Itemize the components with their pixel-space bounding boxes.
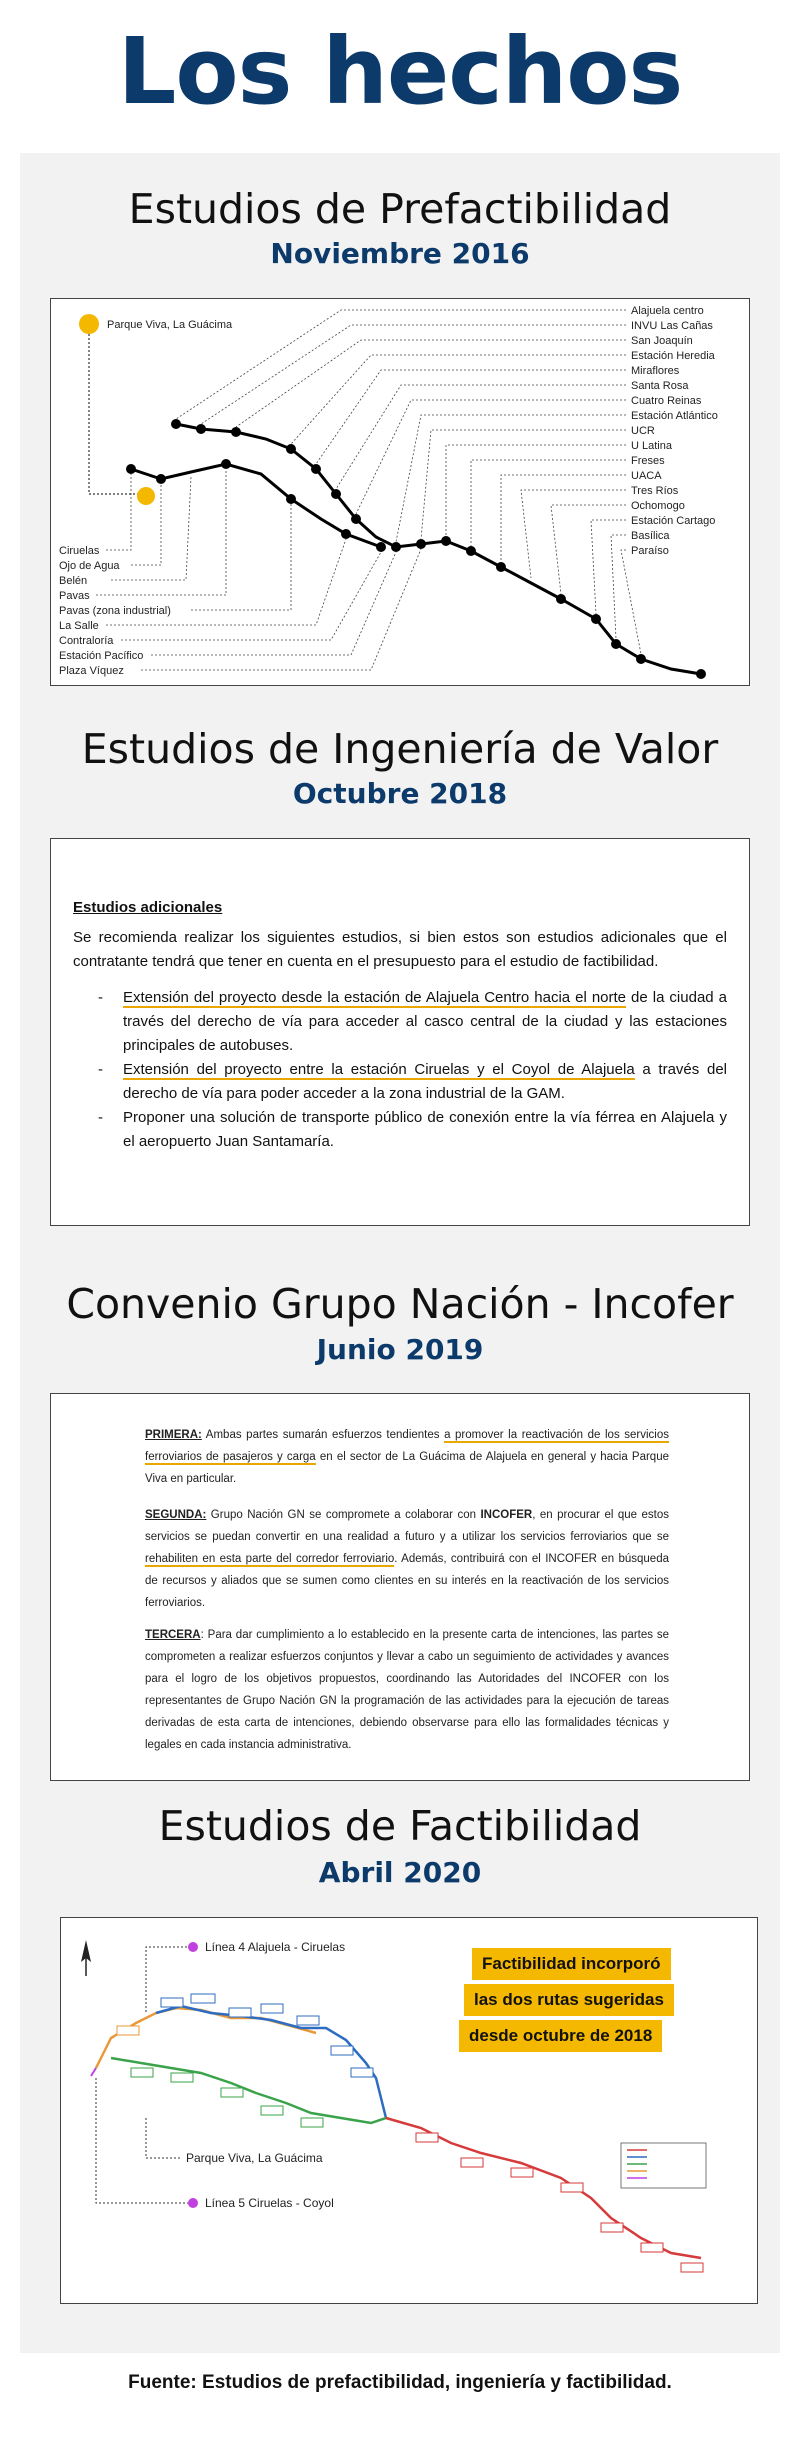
station-label: Estación Cartago	[631, 515, 716, 527]
station-label: Basílica	[631, 530, 670, 542]
convenio-title: Convenio Grupo Nación - Incofer	[66, 1280, 734, 1328]
station-label: Alajuela centro	[631, 305, 704, 317]
origin-marker	[79, 314, 99, 334]
station-label: Contraloría	[59, 635, 114, 647]
ingval-document	[50, 838, 750, 1226]
page-title: Los hechos	[117, 18, 683, 125]
fact-badge-line-2: las dos rutas sugeridas	[464, 1984, 674, 2016]
station-label: Estación Heredia	[631, 350, 715, 362]
convenio-document	[50, 1393, 750, 1781]
highlight: a promover la reactivación de los servicios ferroviarios de pasajeros y carga	[145, 1429, 669, 1463]
station-label: Plaza Víquez	[59, 665, 124, 677]
station-label: Ojo de Agua	[59, 560, 120, 572]
left-station-labels	[59, 545, 171, 677]
clause-segunda: SEGUNDA: Grupo Nación GN se compromete a colaborar con INCOFER, en procurar el que estos servicios se puedan convertir en una realidad a futuro y a utilizar los servicios ferroviarios que se rehabiliten en esta parte del corredor ferroviario. Además, contribuirá con el INCOFER en búsqueda de recursos y aliados que se sumen como clientes en su interés en la reactivación de los servicios ferroviarios.	[145, 1509, 669, 1609]
station-label: La Salle	[59, 620, 99, 632]
prefact-title: Estudios de Prefactibilidad	[128, 185, 672, 233]
station-label: Estación Pacífico	[59, 650, 144, 662]
station-marker	[137, 487, 155, 505]
line4-label: Línea 4 Alajuela - Ciruelas	[205, 1940, 346, 1954]
highlight: Extensión del proyecto desde la estación de Alajuela Centro hacia el norte	[123, 989, 627, 1006]
line5-label: Línea 5 Ciruelas - Coyol	[205, 2196, 334, 2210]
ingval-date: Octubre 2018	[292, 777, 508, 810]
clause-primera: PRIMERA: Ambas partes sumarán esfuerzos tendientes a promover la reactivación de los servicios ferroviarios de pasajeros y carga en el sector de La Guácima de Alajuela en general y hacia Parque Viva en particular.	[145, 1429, 669, 1485]
ingval-heading: Estudios adicionales	[73, 899, 223, 916]
source-note: Fuente: Estudios de prefactibilidad, ingeniería y factibilidad.	[128, 2372, 672, 2393]
station-label: Estación Atlántico	[631, 410, 718, 422]
station-label: Freses	[631, 455, 665, 467]
station-label: INVU Las Cañas	[631, 320, 713, 332]
station-label: U Latina	[631, 440, 672, 452]
fact-map	[60, 1917, 758, 2304]
station-label: UCR	[631, 425, 655, 437]
station-label: Ochomogo	[631, 500, 685, 512]
ingval-bullet-2: - Extensión del proyecto entre la estación Ciruelas y el Coyol de Alajuela a través del derecho de vía para poder acceder a la zona industrial de la GAM.	[98, 1061, 727, 1102]
station-label: Pavas (zona industrial)	[59, 605, 171, 617]
prefact-route-map	[51, 299, 748, 684]
station-label: Ciruelas	[59, 545, 100, 557]
fact-title: Estudios de Factibilidad	[158, 1802, 642, 1850]
station-label: Santa Rosa	[631, 380, 689, 392]
prefact-date: Noviembre 2016	[270, 237, 530, 270]
fact-date: Abril 2020	[318, 1856, 482, 1889]
highlight: rehabiliten en esta parte del corredor ferroviario	[145, 1553, 395, 1565]
station-label: Paraíso	[631, 545, 669, 557]
ingval-bullet-1: - Extensión del proyecto desde la estación de Alajuela Centro hacia el norte de la ciudad a través del derecho de vía para acceder al casco central de la ciudad y las estaciones principales de autobuses.	[98, 989, 727, 1054]
prefact-map	[50, 298, 750, 686]
ingval-bullet-3: - Proponer una solución de transporte público de conexión entre la vía férrea en Alajuela y el aeropuerto Juan Santamaría.	[98, 1109, 727, 1150]
fact-badge-line-3: desde octubre de 2018	[459, 2020, 662, 2052]
fact-badge-line-1: Factibilidad incorporó	[472, 1948, 671, 1980]
ingval-intro: Se recomienda realizar los siguientes estudios, si bien estos son estudios adicionales que el contratante tendrá que tener en cuenta en el presupuesto para el estudio de factibilidad.	[73, 929, 727, 970]
convenio-date: Junio 2019	[316, 1333, 484, 1366]
highlight: Extensión del proyecto entre la estación Ciruelas y el Coyol de Alajuela	[123, 1061, 635, 1078]
station-label: San Joaquín	[631, 335, 693, 347]
station-label: Belén	[59, 575, 88, 587]
fact-origin-label: Parque Viva, La Guácima	[186, 2151, 323, 2165]
station-label: UACA	[631, 470, 662, 482]
station-label: Miraflores	[631, 365, 680, 377]
station-label: Cuatro Reinas	[631, 395, 702, 407]
clause-tercera: TERCERA: Para dar cumplimiento a lo establecido en la presente carta de intenciones, las partes se comprometen a realizar esfuerzos conjuntos y llevar a cabo un seguimiento de actividades y avances para el logro de los objetivos propuestos, coordinando las Autoridades del INCOFER con los representantes de Grupo Nación GN la programación de las actividades para la ejecución de tareas derivadas de esta carta de intenciones, debiendo observarse para ello las formalidades técnicas y legales en cada instancia administrativa.	[145, 1629, 669, 1751]
station-label: Tres Ríos	[631, 485, 679, 497]
station-label: Pavas	[59, 590, 90, 602]
origin-label: Parque Viva, La Guácima	[107, 319, 233, 331]
ingval-title: Estudios de Ingeniería de Valor	[81, 725, 719, 773]
right-station-labels	[631, 305, 718, 557]
